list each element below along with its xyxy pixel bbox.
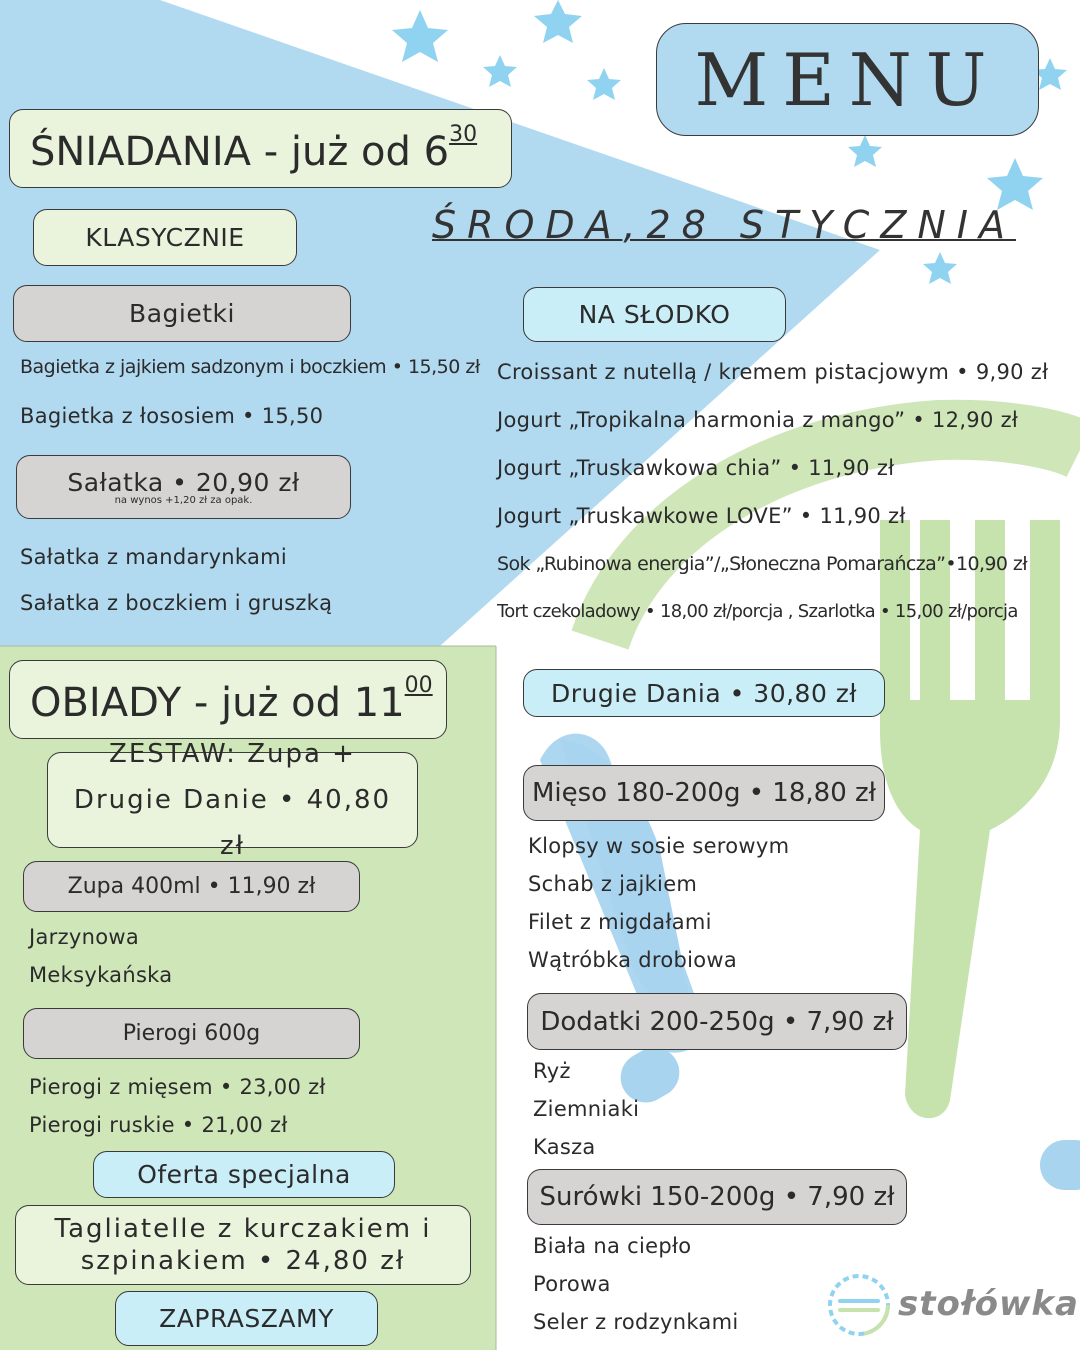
- sides-item-2: Ziemniaki: [533, 1097, 640, 1121]
- menu-title: MENU: [694, 37, 1001, 122]
- sweet-item-5: Sok „Rubinowa energia”/„Słoneczna Pomarańcza”•10,90 zł: [497, 553, 1028, 575]
- set-offer-label: ZESTAW: Zupa + Drugie Danie • 40,80 zł: [47, 752, 418, 848]
- meat-item-1: Klopsy w sosie serowym: [528, 834, 790, 858]
- lunch-title: OBIADY - już od $11^{00}$: [9, 660, 447, 739]
- sweet-item-2: Jogurt „Tropikalna harmonia z mango” • 12,90 zł: [497, 408, 1019, 432]
- meat-item-2: Schab z jajkiem: [528, 872, 698, 896]
- sides-item-1: Ryż: [533, 1059, 571, 1083]
- classic-section-label: KLASYCZNIE: [33, 209, 297, 266]
- sides-section-label: Dodatki 200-250g • 7,90 zł: [527, 993, 907, 1050]
- menu-title-badge: [656, 23, 1039, 136]
- baguettes-section-label: Bagietki: [13, 285, 351, 342]
- sweet-item-3: Jogurt „Truskawkowa chia” • 11,90 zł: [497, 456, 895, 480]
- soup-section-label: Zupa 400ml • 11,90 zł: [23, 861, 360, 912]
- sweet-item-6: Tort czekoladowy • 18,00 zł/porcja , Szarlotka • 15,00 zł/porcja: [497, 601, 1018, 622]
- salad-section-label: Sałatka • 20,90 zł na wynos +1,20 zł za opak.: [16, 455, 351, 519]
- sweet-section-label: NA SŁODKO: [523, 287, 786, 342]
- special-offer-label: Oferta specjalna: [93, 1151, 395, 1198]
- breakfast-title: ŚNIADANIA - już od $6^{30}$: [9, 109, 512, 188]
- date-heading: ŚRODA,28 STYCZNIA: [432, 203, 1016, 247]
- raw-salad-item-1: Biała na ciepło: [533, 1234, 692, 1258]
- sweet-item-1: Croissant z nutellą / kremem pistacjowym • 9,90 zł: [497, 360, 1049, 384]
- mains-section-label: Drugie Dania • 30,80 zł: [523, 669, 885, 717]
- meat-item-3: Filet z migdałami: [528, 910, 712, 934]
- raw-salad-item-3: Seler z rodzynkami: [533, 1310, 739, 1334]
- salad-item-1: Sałatka z mandarynkami: [20, 545, 288, 569]
- pierogi-item-2: Pierogi ruskie • 21,00 zł: [29, 1113, 288, 1137]
- meat-item-4: Wątróbka drobiowa: [528, 948, 738, 972]
- raw-salads-section-label: Surówki 150-200g • 7,90 zł: [527, 1169, 907, 1225]
- raw-salad-item-2: Porowa: [533, 1272, 611, 1296]
- soup-item-1: Jarzynowa: [29, 925, 140, 949]
- baguette-item-2: Bagietka z łososiem • 15,50: [20, 404, 324, 428]
- salad-item-2: Sałatka z boczkiem i gruszką: [20, 591, 333, 615]
- meat-section-label: Mięso 180-200g • 18,80 zł: [523, 765, 885, 821]
- soup-item-2: Meksykańska: [29, 963, 173, 987]
- sides-item-3: Kasza: [533, 1135, 596, 1159]
- plate-logo-icon: [826, 1272, 892, 1338]
- pierogi-item-1: Pierogi z mięsem • 23,00 zł: [29, 1075, 326, 1099]
- pierogi-section-label: Pierogi 600g: [23, 1008, 360, 1059]
- sweet-item-4: Jogurt „Truskawkowe LOVE” • 11,90 zł: [497, 504, 906, 528]
- invite-label: ZAPRASZAMY: [115, 1291, 378, 1346]
- stolowka-logo: [826, 1272, 1079, 1340]
- special-dish: Tagliatelle z kurczakiem i szpinakiem • 24,80 zł: [15, 1205, 471, 1285]
- logo-text: stołówka: [898, 1284, 1079, 1324]
- baguette-item-1: Bagietka z jajkiem sadzonym i boczkiem • 15,50 zł: [20, 356, 480, 378]
